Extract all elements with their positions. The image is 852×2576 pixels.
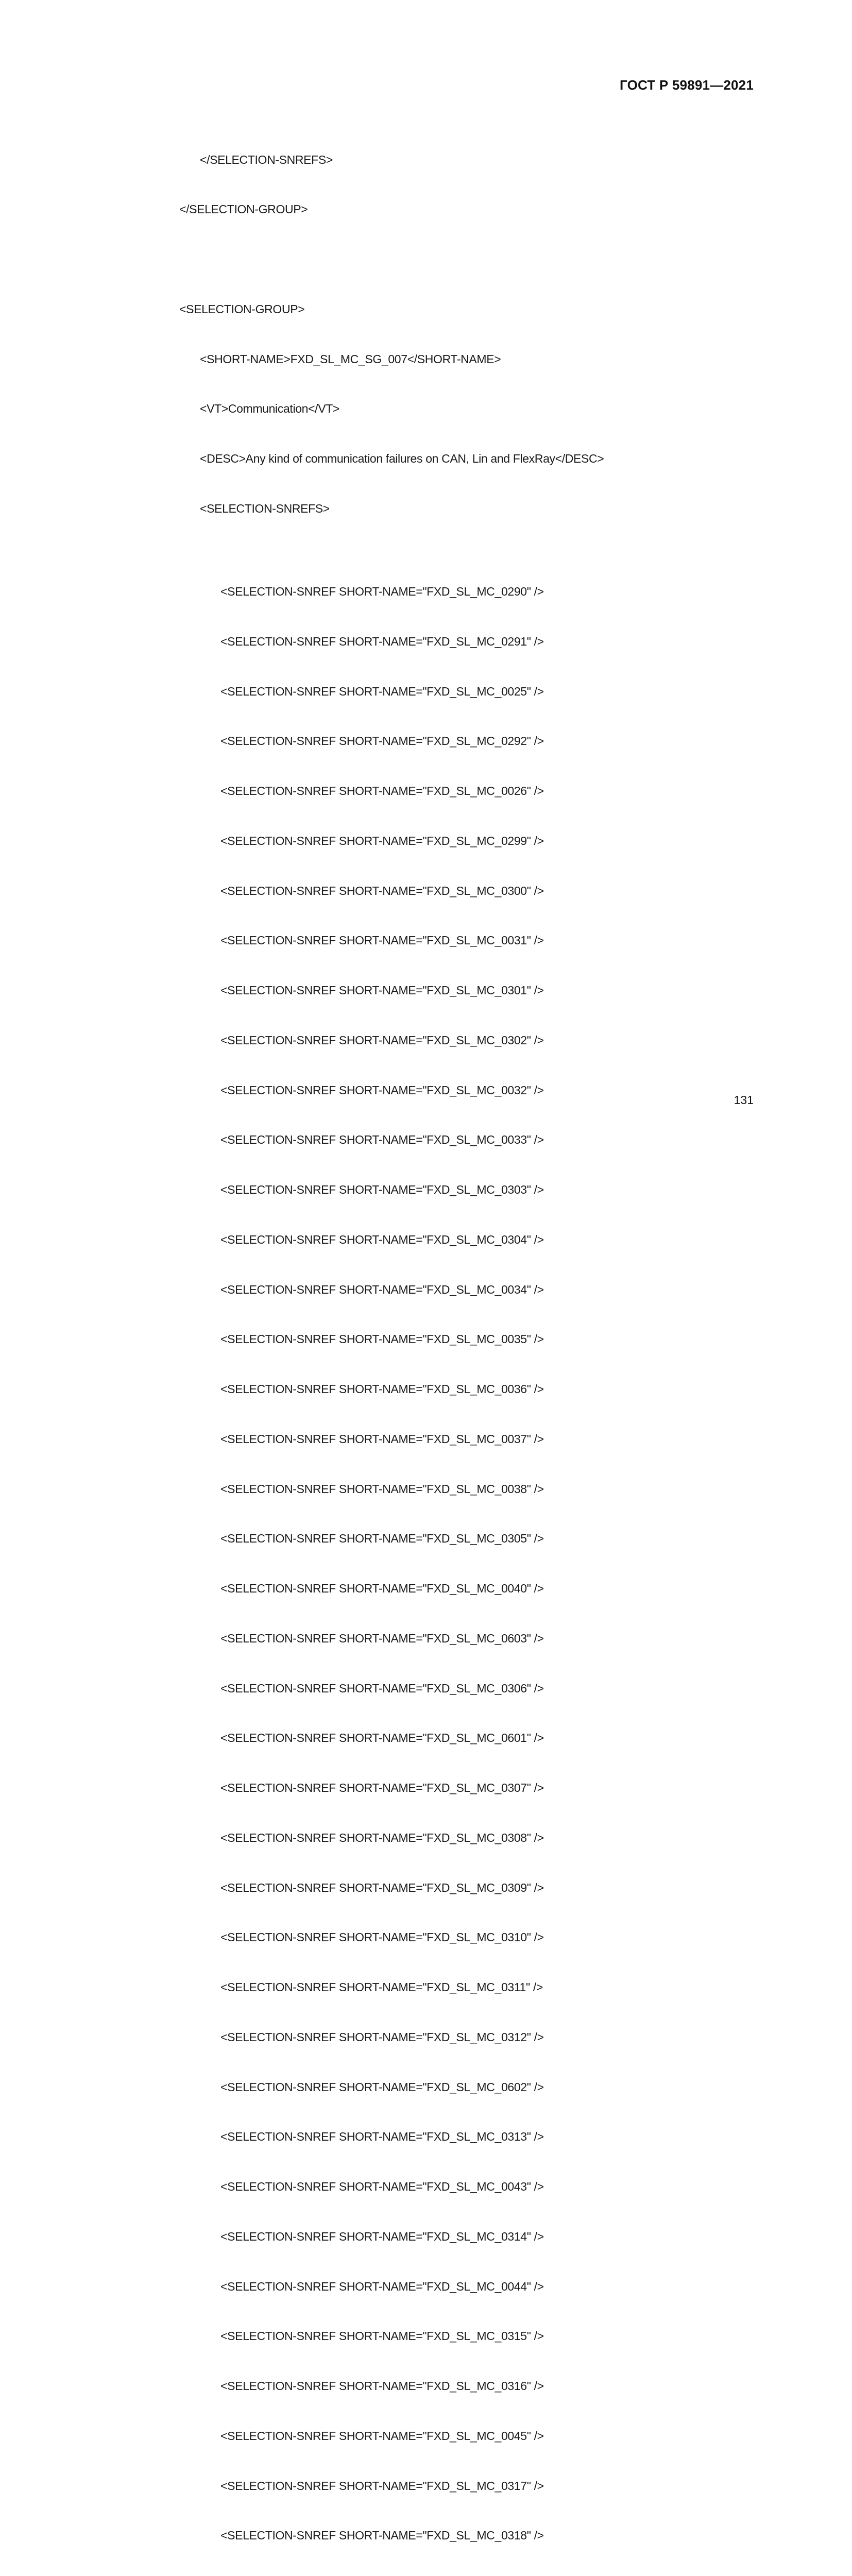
snref-line: <SELECTION-SNREF SHORT-NAME="FXD_SL_MC_0040" /> [179, 1580, 604, 1597]
blank-line [179, 251, 604, 267]
snref-line: <SELECTION-SNREF SHORT-NAME="FXD_SL_MC_0309" /> [179, 1879, 604, 1896]
snref-line: <SELECTION-SNREF SHORT-NAME="FXD_SL_MC_0307" /> [179, 1780, 604, 1796]
snref-line: <SELECTION-SNREF SHORT-NAME="FXD_SL_MC_0312" /> [179, 2029, 604, 2045]
snref-line: <SELECTION-SNREF SHORT-NAME="FXD_SL_MC_0038" /> [179, 1481, 604, 1497]
snref-line: <SELECTION-SNREF SHORT-NAME="FXD_SL_MC_0031" /> [179, 932, 604, 948]
snref-line: <SELECTION-SNREF SHORT-NAME="FXD_SL_MC_0317" /> [179, 2478, 604, 2494]
snref-line: <SELECTION-SNREF SHORT-NAME="FXD_SL_MC_0292" /> [179, 733, 604, 749]
snref-line: <SELECTION-SNREF SHORT-NAME="FXD_SL_MC_0025" /> [179, 683, 604, 700]
snref-line: <SELECTION-SNREF SHORT-NAME="FXD_SL_MC_0314" /> [179, 2228, 604, 2245]
snref-line: <SELECTION-SNREF SHORT-NAME="FXD_SL_MC_0601" /> [179, 1730, 604, 1746]
snref-line: <SELECTION-SNREF SHORT-NAME="FXD_SL_MC_0299" /> [179, 833, 604, 849]
snref-line: <SELECTION-SNREF SHORT-NAME="FXD_SL_MC_0301" /> [179, 982, 604, 998]
open-group-tag: <SELECTION-GROUP> [179, 301, 604, 317]
snref-line: <SELECTION-SNREF SHORT-NAME="FXD_SL_MC_0315" /> [179, 2328, 604, 2344]
snref-line: <SELECTION-SNREF SHORT-NAME="FXD_SL_MC_0313" /> [179, 2128, 604, 2145]
snref-line: <SELECTION-SNREF SHORT-NAME="FXD_SL_MC_0316" /> [179, 2378, 604, 2394]
snref-line: <SELECTION-SNREF SHORT-NAME="FXD_SL_MC_0035" /> [179, 1331, 604, 1347]
snref-line: <SELECTION-SNREF SHORT-NAME="FXD_SL_MC_0026" /> [179, 783, 604, 799]
close-snrefs-tag: </SELECTION-SNREFS> [179, 151, 604, 168]
short-name-line: <SHORT-NAME>FXD_SL_MC_SG_007</SHORT-NAME> [179, 351, 604, 367]
snref-line: <SELECTION-SNREF SHORT-NAME="FXD_SL_MC_0602" /> [179, 2079, 604, 2095]
close-group-tag: </SELECTION-GROUP> [179, 201, 604, 217]
document-code-header: ГОСТ Р 59891—2021 [620, 77, 754, 93]
desc-line: <DESC>Any kind of communication failures on CAN, Lin and FlexRay</DESC> [179, 450, 604, 467]
vt-line: <VT>Communication</VT> [179, 400, 604, 417]
snref-line: <SELECTION-SNREF SHORT-NAME="FXD_SL_MC_0311" /> [179, 1979, 604, 1995]
snref-line: <SELECTION-SNREF SHORT-NAME="FXD_SL_MC_0305" /> [179, 1530, 604, 1547]
snref-line: <SELECTION-SNREF SHORT-NAME="FXD_SL_MC_0045" /> [179, 2428, 604, 2444]
snref-line: <SELECTION-SNREF SHORT-NAME="FXD_SL_MC_0308" /> [179, 1829, 604, 1846]
snref-line: <SELECTION-SNREF SHORT-NAME="FXD_SL_MC_0043" /> [179, 2178, 604, 2195]
snref-line: <SELECTION-SNREF SHORT-NAME="FXD_SL_MC_0303" /> [179, 1181, 604, 1198]
snref-line: <SELECTION-SNREF SHORT-NAME="FXD_SL_MC_0318" /> [179, 2527, 604, 2544]
snref-line: <SELECTION-SNREF SHORT-NAME="FXD_SL_MC_0044" /> [179, 2278, 604, 2295]
xml-code-listing [179, 118, 604, 2576]
snref-line: <SELECTION-SNREF SHORT-NAME="FXD_SL_MC_0291" /> [179, 633, 604, 650]
snref-line: <SELECTION-SNREF SHORT-NAME="FXD_SL_MC_0304" /> [179, 1231, 604, 1248]
page-number: 131 [734, 1093, 754, 1107]
snref-line: <SELECTION-SNREF SHORT-NAME="FXD_SL_MC_0302" /> [179, 1032, 604, 1048]
snref-line: <SELECTION-SNREF SHORT-NAME="FXD_SL_MC_0290" /> [179, 583, 604, 600]
snref-line: <SELECTION-SNREF SHORT-NAME="FXD_SL_MC_0034" /> [179, 1281, 604, 1298]
snref-line: <SELECTION-SNREF SHORT-NAME="FXD_SL_MC_0300" /> [179, 883, 604, 899]
snref-line: <SELECTION-SNREF SHORT-NAME="FXD_SL_MC_0603" /> [179, 1630, 604, 1647]
snref-line: <SELECTION-SNREF SHORT-NAME="FXD_SL_MC_0037" /> [179, 1431, 604, 1447]
snref-line: <SELECTION-SNREF SHORT-NAME="FXD_SL_MC_0310" /> [179, 1929, 604, 1945]
snref-line: <SELECTION-SNREF SHORT-NAME="FXD_SL_MC_0032" /> [179, 1082, 604, 1098]
snref-line: <SELECTION-SNREF SHORT-NAME="FXD_SL_MC_0306" /> [179, 1680, 604, 1697]
snref-line: <SELECTION-SNREF SHORT-NAME="FXD_SL_MC_0036" /> [179, 1381, 604, 1397]
snref-line: <SELECTION-SNREF SHORT-NAME="FXD_SL_MC_0033" /> [179, 1131, 604, 1148]
open-snrefs-tag: <SELECTION-SNREFS> [179, 500, 604, 517]
snref-list [179, 550, 604, 2576]
